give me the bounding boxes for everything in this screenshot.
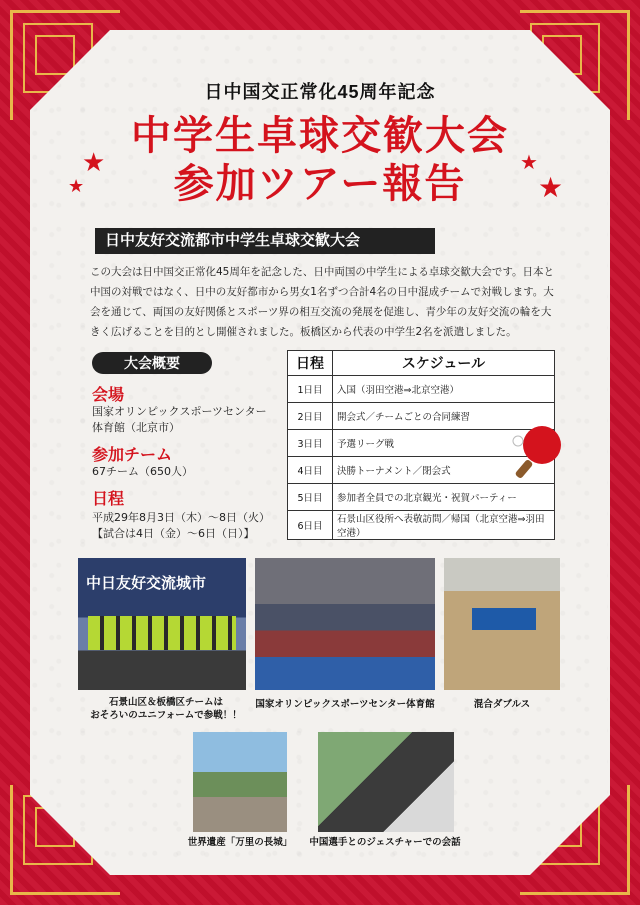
teams-value: 67チーム（650人） <box>92 465 193 478</box>
star-icon: ★ <box>82 148 106 178</box>
teams-label: 参加チーム <box>92 447 173 464</box>
venue-label: 会場 <box>92 387 125 404</box>
players-group <box>88 616 236 650</box>
caption-arena: 国家オリンピックスポーツセンター体育館 <box>255 699 435 710</box>
schedule-col-day: 日程 <box>288 351 333 376</box>
photo-team <box>78 558 246 690</box>
schedule-text: 入国（羽田空港⇒北京空港） <box>333 376 555 403</box>
schedule-day: 4日目 <box>288 457 333 484</box>
intro-text: この大会は日中国交正常化45周年を記念した、日中両国の中学生による卓球交歓大会です。日本と中国の対戦ではなく、日中の友好都市から男女1名ずつ合計4名の日中混成チームで対戦します。大会を通じて、両国の友好関係とスポーツ界の相互交流の発展を促進し、青少年の友好交流の輪を大きく広げることを目的とし開催されました。板橋区から代表の中学生2名を派遣しました。 <box>90 266 555 338</box>
main-title-line1: 中学生卓球交歓大会 <box>131 114 509 158</box>
schedule-text: 予選リーグ戦 <box>333 430 555 457</box>
caption-great-wall: 世界遺産「万里の長城」 <box>187 837 293 848</box>
caption-conversation: 中国選手とのジェスチャーでの会話 <box>309 837 461 848</box>
schedule-day: 6日目 <box>288 511 333 540</box>
star-icon: ★ <box>538 171 564 204</box>
photo-banner-text: 中日友好交流城市 <box>86 574 207 592</box>
schedule-day: 5日目 <box>288 484 333 511</box>
schedule-row <box>288 376 555 403</box>
schedule-text: 石景山区役所へ表敬訪問／帰国（北京空港⇒羽田空港） <box>333 511 555 540</box>
table-tennis-table <box>472 608 536 630</box>
dates-line1: 平成29年8月3日（木）～8日（火） <box>92 511 270 524</box>
schedule-header-row <box>288 351 555 376</box>
venue-line1: 国家オリンピックスポーツセンター <box>92 405 267 418</box>
main-title-line2: 参加ツアー報告 <box>173 162 467 206</box>
schedule-row <box>288 484 555 511</box>
schedule-row <box>288 511 555 540</box>
schedule-text: 決勝トーナメント／閉会式 <box>333 457 555 484</box>
dates-label: 日程 <box>92 491 125 508</box>
photo-conversation <box>318 732 454 832</box>
overview-tag: 大会概要 <box>92 352 212 374</box>
section-heading: 日中友好交流都市中学生卓球交歓大会 <box>95 228 435 254</box>
photo-great-wall <box>193 732 287 832</box>
star-icon: ★ <box>520 150 538 174</box>
star-icon: ★ <box>68 176 85 197</box>
ping-pong-paddle-icon <box>512 423 564 481</box>
schedule-col-schedule: スケジュール <box>333 351 555 376</box>
caption-team-line2: おそろいのユニフォームで参戦！！ <box>90 710 242 721</box>
photo-arena <box>255 558 435 690</box>
schedule-day: 2日目 <box>288 403 333 430</box>
schedule-text: 参加者全員での北京観光・祝賀パーティー <box>333 484 555 511</box>
photo-doubles <box>444 558 560 690</box>
venue-line2: 体育館（北京市） <box>92 421 180 434</box>
caption-team-line1: 石景山区＆板橋区チームは <box>108 697 223 708</box>
pre-title: 日中国交正常化45周年記念 <box>204 82 436 102</box>
schedule-day: 3日目 <box>288 430 333 457</box>
schedule-text: 開会式／チームごとの合同練習 <box>333 403 555 430</box>
schedule-day: 1日目 <box>288 376 333 403</box>
dates-line2: 【試合は4日（金）～6日（日）】 <box>92 527 255 540</box>
caption-doubles: 混合ダブルス <box>473 699 531 710</box>
